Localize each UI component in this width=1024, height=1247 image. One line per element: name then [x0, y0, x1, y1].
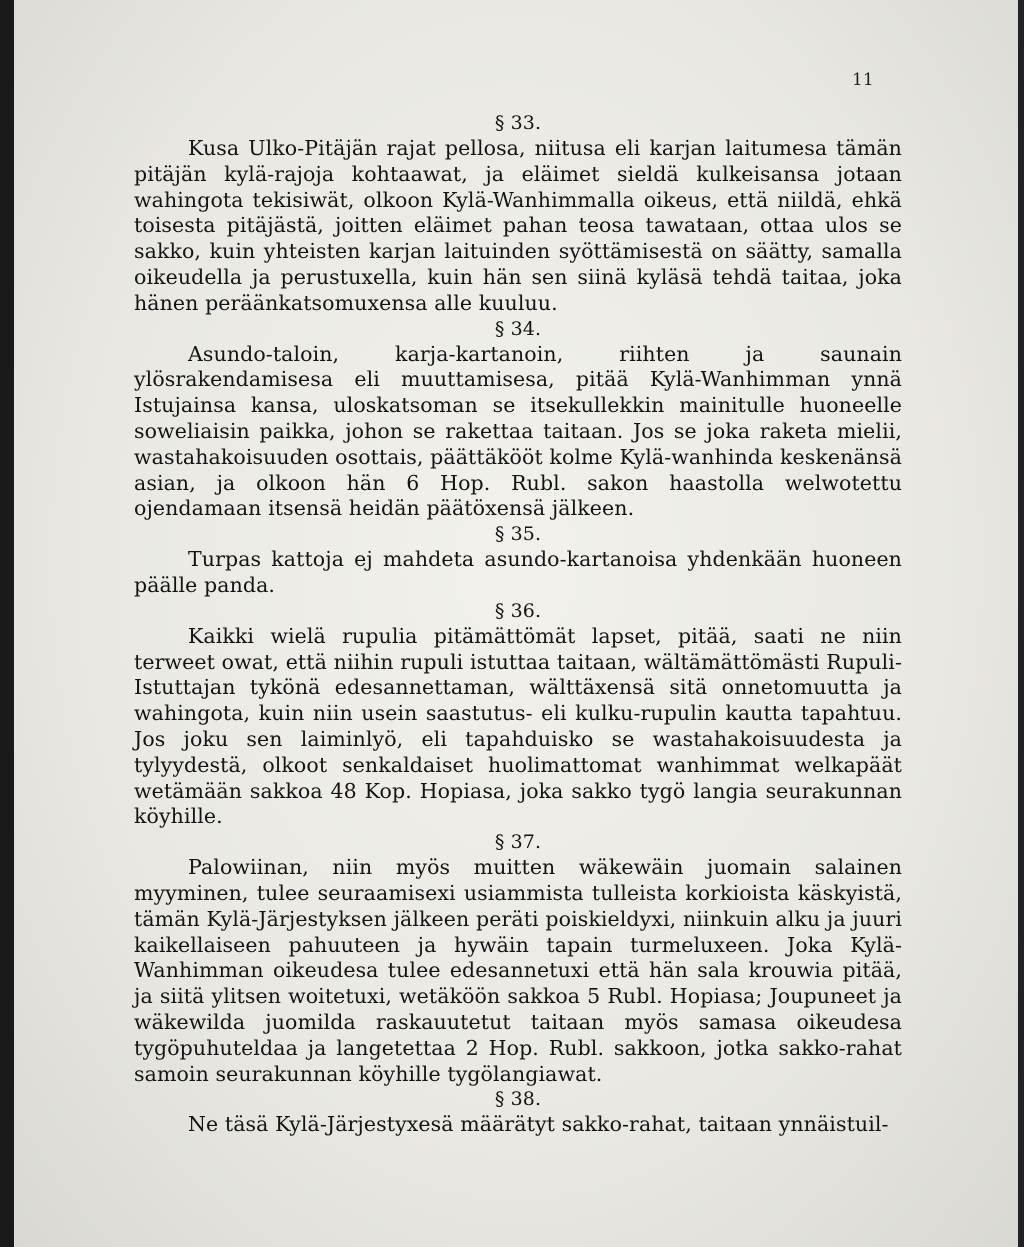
section-paragraph: Palowiinan, niin myös muitten wäkewäin juomain salainen myyminen, tulee seuraamisexi usiammista tulleista korkioista käskyistä, tämän Kylä-Järjestyksen jälkeen peräti poiskieldyxi, niinkuin alku ja juuri kaikellaiseen pahuuteen ja hywäin tapain turmeluxeen. Joka Kylä-Wanhimman oikeudesa tulee edesannetuxi että hän sala krouwia pitää, ja siitä ylitsen woitetuxi, wetäköön sakkoa 5 Rubl. Hopiasa; Joupuneet ja wäkewilda juomilda raskauutetut taitaan myös samasa oikeudesa tygöpuhuteldaa ja langetettaa 2 Hop. Rubl. sakkoon, jotka sakko-rahat samoin seurakunnan köyhille tygölangiawat.	[134, 855, 902, 1086]
section-33	[134, 112, 902, 317]
section-34	[134, 318, 902, 523]
section-heading: § 38.	[494, 1088, 542, 1111]
section-heading: § 37.	[494, 831, 542, 854]
section-38	[134, 1088, 902, 1138]
section-heading: § 33.	[494, 112, 542, 134]
document-body	[134, 112, 902, 1139]
section-heading: § 35.	[494, 523, 542, 546]
section-paragraph: Turpas kattoja ej mahdeta asundo-kartanoisa yhdenkään huoneen päälle panda.	[134, 547, 902, 597]
section-35	[134, 523, 902, 599]
section-paragraph: Asundo-taloin, karja-kartanoin, riihten ja saunain ylösrakendamisesa eli muuttamisesa, pitää Kylä-Wanhimman ynnä Istujainsa kansa, uloskatsoman se itsekullekkin mainitulle huoneelle soweliaisin paikka, johon se rakettaa taitaan. Jos se joka raketa mielii, wastahakoisuuden osottais, päättäkööt kolme Kylä-wanhinda keskenänsä asian, ja olkoon hän 6 Hop. Rubl. sakon haastolla welwotettu ojendamaan itsensä heidän päätöxensä jälkeen.	[134, 341, 902, 521]
section-37	[134, 831, 902, 1087]
section-paragraph: Kaikki wielä rupulia pitämättömät lapset, pitää, saati ne niin terweet owat, että niihin rupuli istuttaa taitaan, wältämättömästi Rupuli-Istuttajan tykönä edesannettaman, wälttäxensä sitä onnetomuutta ja wahingota, kuin niin usein saastutus- eli kulku-rupulin kautta tapahtuu. Jos joku sen laiminlyö, eli tapahduisko se wastahakoisuudesta ja tylyydestä, olkoot senkaldaiset huolimattomat wanhimmat welkapäät wetämään sakkoa 48 Kop. Hopiasa, joka sakko tygö langia seurakunnan köyhille.	[134, 623, 902, 829]
page-number: 11	[852, 70, 874, 90]
section-heading: § 34.	[494, 317, 542, 340]
section-36	[134, 600, 902, 830]
section-paragraph: Kusa Ulko-Pitäjän rajat pellosa, niitusa eli karjan laitumesa tämän pitäjän kylä-rajoja kohtaawat, ja eläimet sieldä kulkeisansa jotaan wahingota tekisiwät, olkoon Kylä-Wanhimmalla oikeus, että niildä, ehkä toisesta pitäjästä, joitten eläimet pahan teosa tawataan, ottaa ulos se sakko, kuin yhteisten karjan laituinden syöttämisestä on säätty, samalla oikeudella ja perustuxella, kuin hän sen siinä kyläsä tehdä taitaa, joka hänen peräänkatsomuxensa alle kuuluu.	[134, 136, 902, 315]
section-paragraph: Ne täsä Kylä-Järjestyxesä määrätyt sakko-rahat, taitaan ynnäistuil-	[188, 1112, 889, 1137]
section-heading: § 36.	[494, 599, 542, 622]
